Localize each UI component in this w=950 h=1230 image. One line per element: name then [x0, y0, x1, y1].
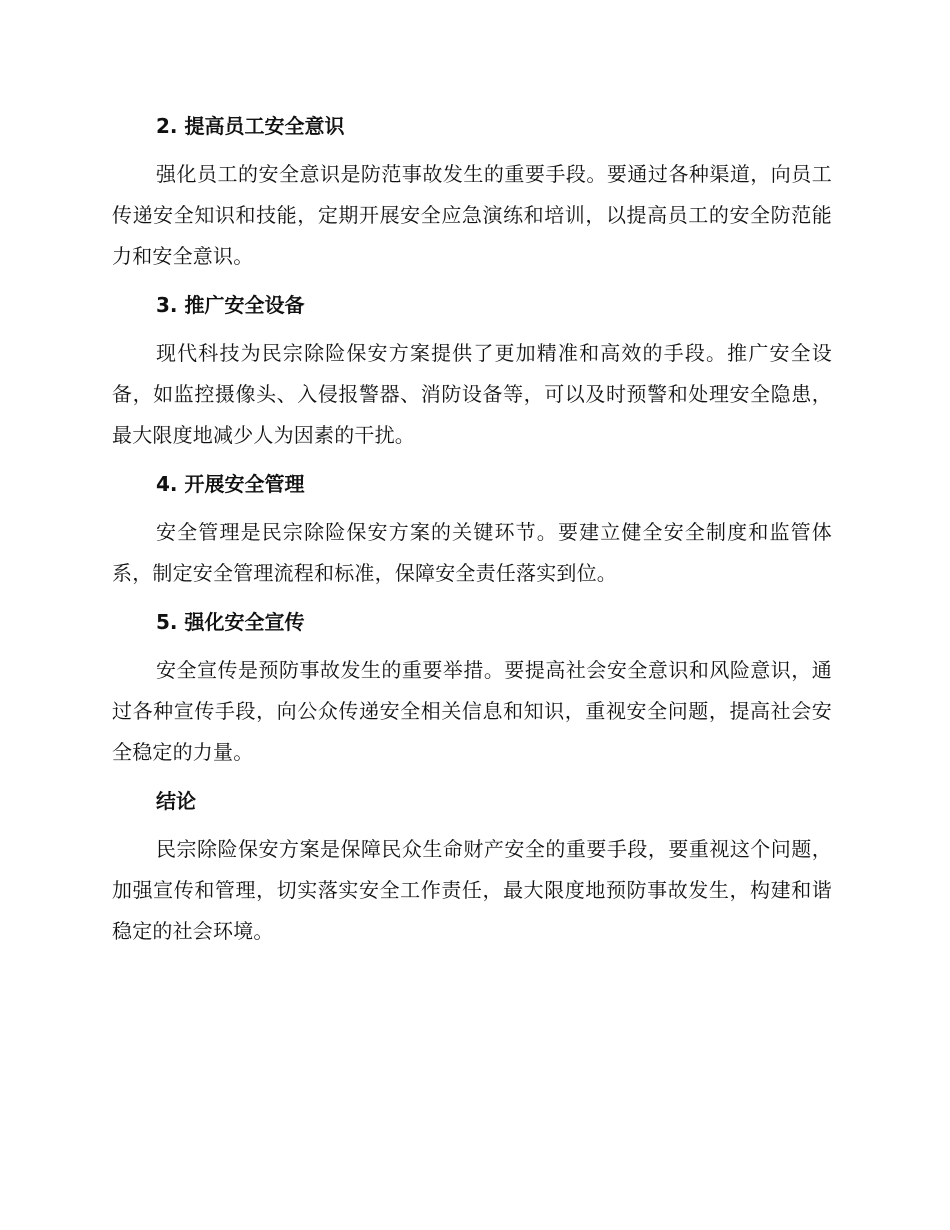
section-paragraph-conclusion: 民宗除险保安方案是保障民众生命财产安全的重要手段，要重视这个问题，加强宣传和管理，切实落实安全工作责任，最大限度地预防事故发生，构建和谐稳定的社会环境。 [112, 837, 832, 943]
section-paragraph-security-equipment: 现代科技为民宗除险保安方案提供了更加精准和高效的手段。推广安全设备，如监控摄像头、入侵报警器、消防设备等，可以及时预警和处理安全隐患，最大限度地减少人为因素的干扰。 [112, 341, 832, 447]
section-heading-safety-publicity: 5. 强化安全宣传 [156, 610, 305, 634]
section-heading-safety-management: 4. 开展安全管理 [156, 472, 305, 496]
section-paragraph-employee-awareness: 强化员工的安全意识是防范事故发生的重要手段。要通过各种渠道，向员工传递安全知识和技能，定期开展安全应急演练和培训，以提高员工的安全防范能力和安全意识。 [112, 162, 832, 268]
document-body [112, 110, 832, 964]
section-heading-employee-awareness: 2. 提高员工安全意识 [156, 114, 345, 138]
section-paragraph-safety-publicity: 安全宣传是预防事故发生的重要举措。要提高社会安全意识和风险意识，通过各种宣传手段，向公众传递安全相关信息和知识，重视安全问题，提高社会安全稳定的力量。 [112, 658, 832, 764]
section-heading-conclusion: 结论 [156, 789, 196, 813]
section-paragraph-safety-management: 安全管理是民宗除险保安方案的关键环节。要建立健全安全制度和监管体系，制定安全管理流程和标准，保障安全责任落实到位。 [112, 520, 832, 585]
section-heading-security-equipment: 3. 推广安全设备 [156, 293, 305, 317]
